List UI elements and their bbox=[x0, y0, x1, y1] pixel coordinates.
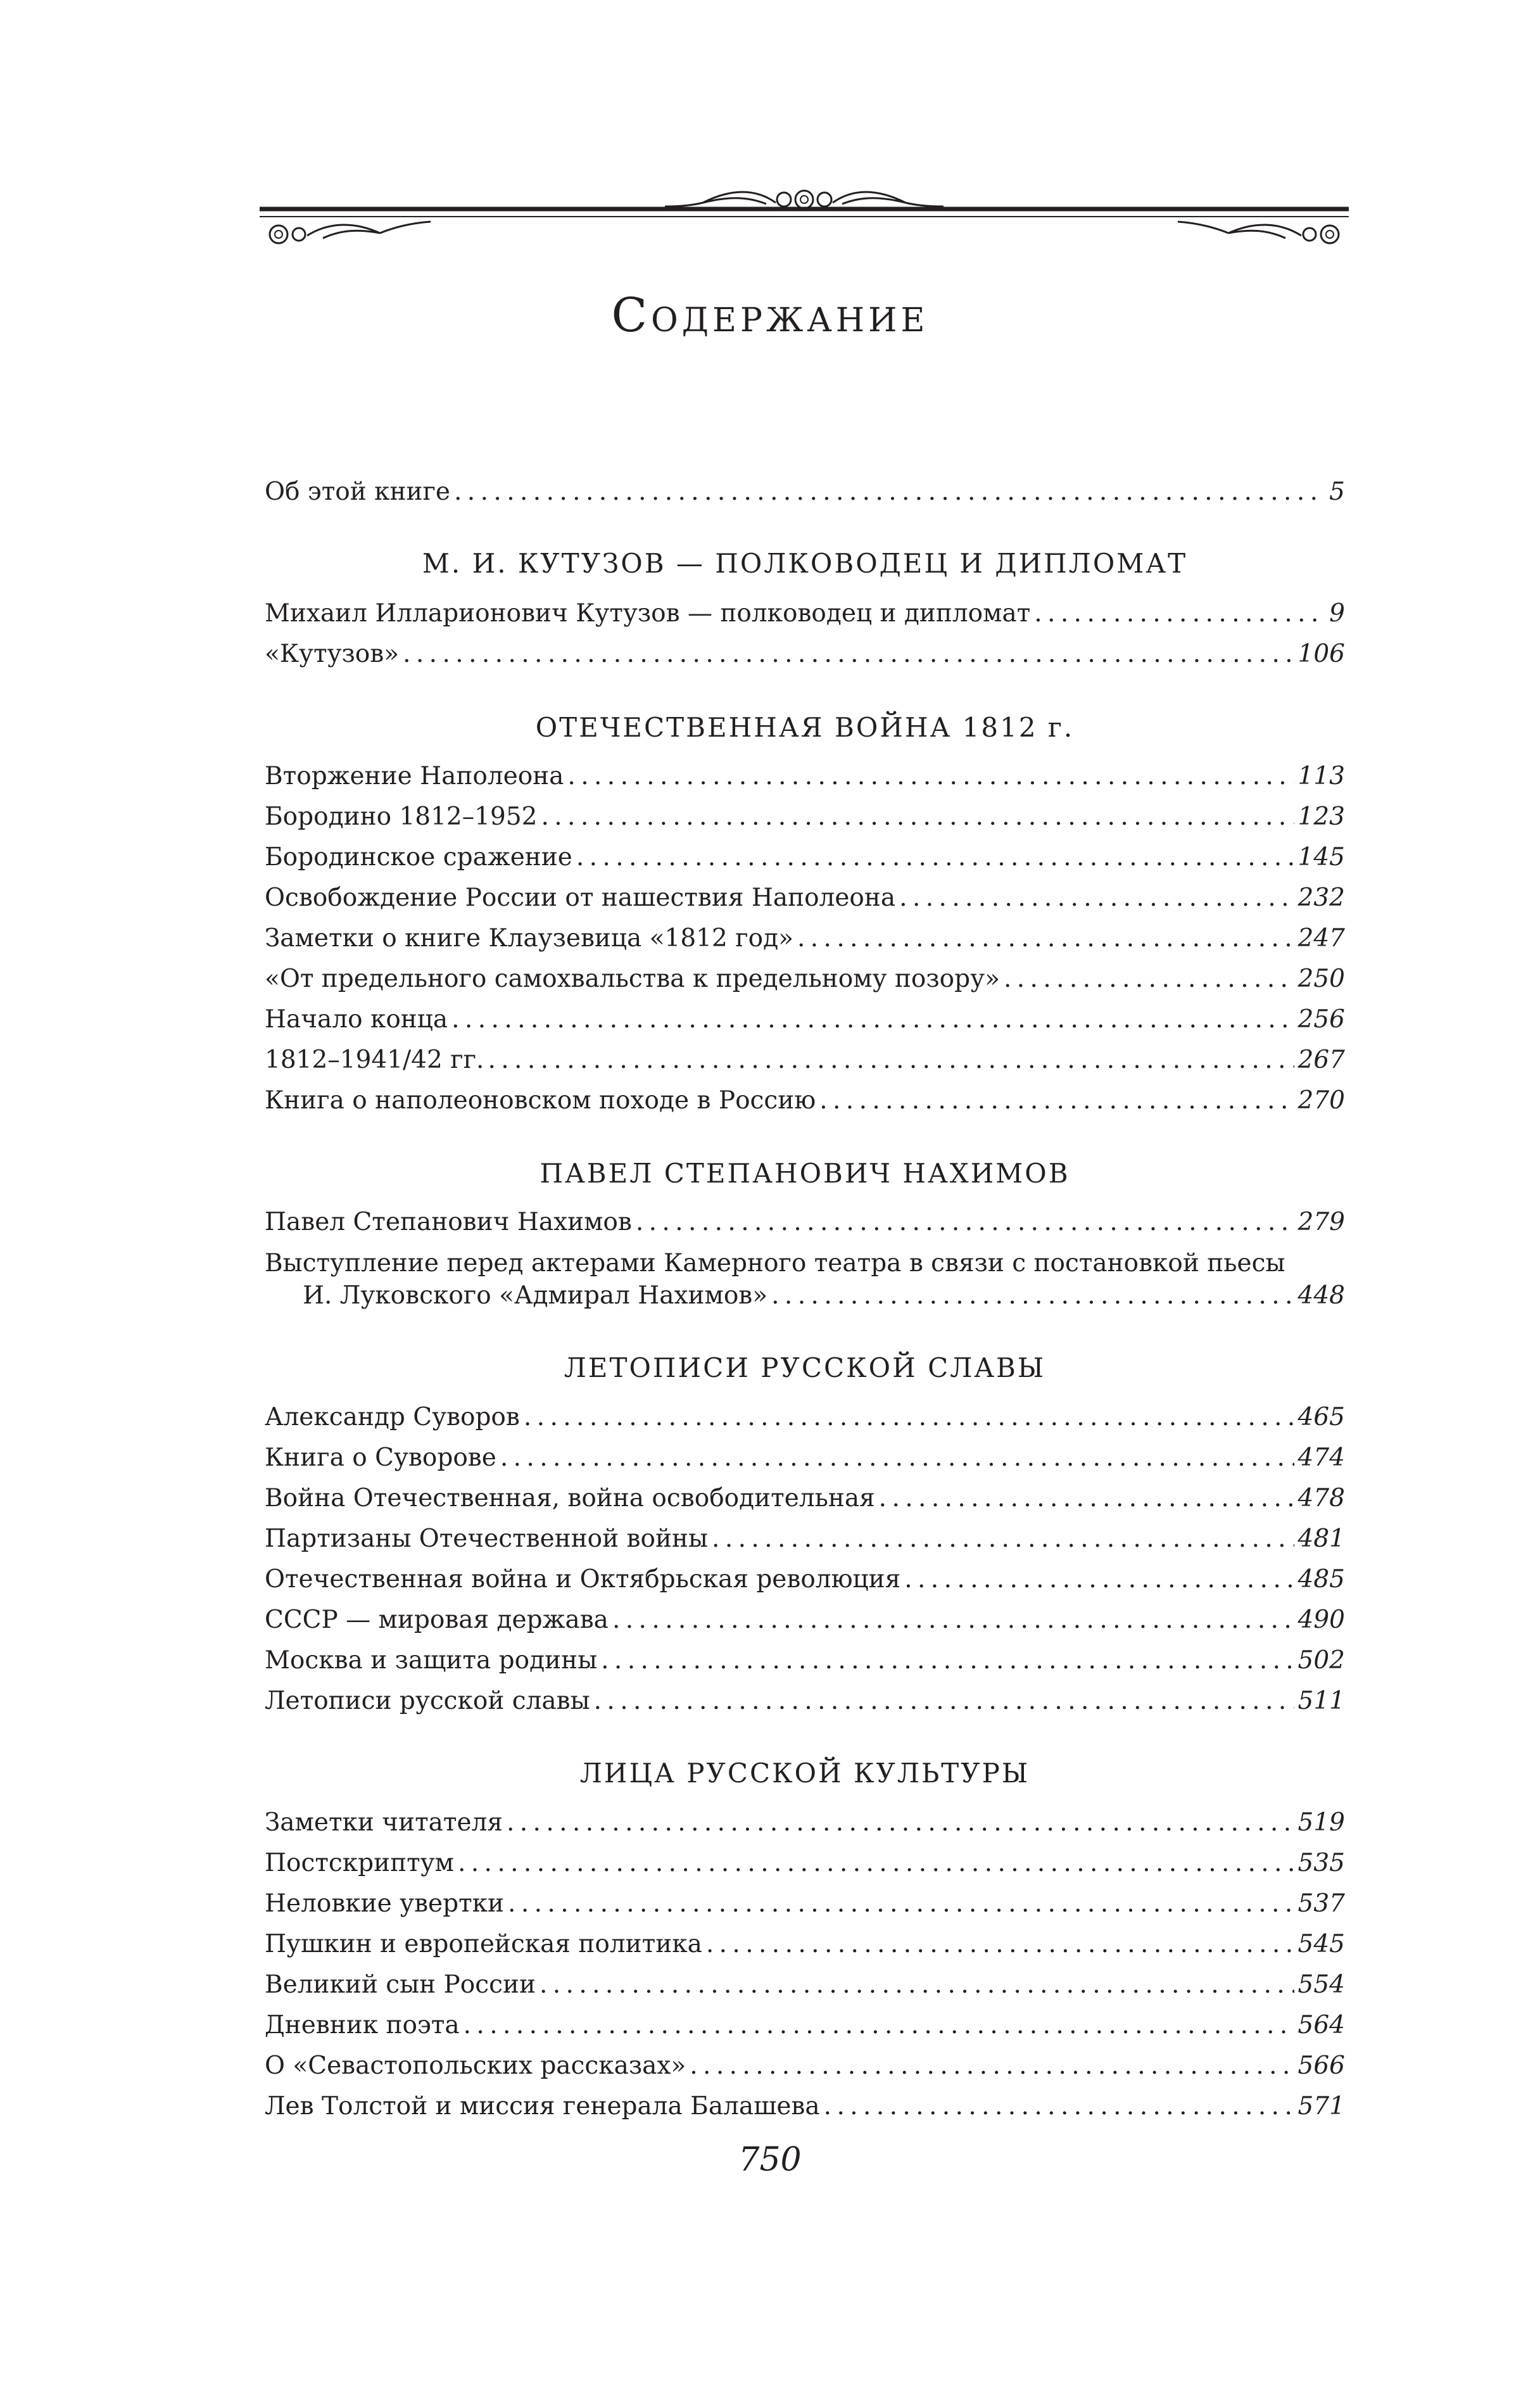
toc-entry-title: Великий сын России bbox=[265, 1970, 536, 1999]
toc-entry bbox=[265, 1207, 1345, 1238]
toc-entry-page: 511 bbox=[1297, 1687, 1345, 1715]
toc-entry-title: СССР — мировая держава bbox=[265, 1606, 609, 1634]
toc-entry-title: Об этой книге bbox=[265, 478, 451, 506]
toc-entry bbox=[265, 1604, 1345, 1636]
toc-entry-title: Дневник поэта bbox=[265, 2011, 460, 2039]
toc-entry-title: Отечественная война и Октябрьская революция bbox=[265, 1565, 901, 1594]
toc-entry-title-line1: Выступление перед актерами Камерного театра в связи с постановкой пьесы bbox=[265, 1249, 1285, 1278]
toc-entry bbox=[265, 1085, 1345, 1117]
toc-entry-title: И. Луковского «Адмирал Нахимов» bbox=[303, 1281, 768, 1310]
toc-entry-page: 519 bbox=[1297, 1808, 1345, 1837]
leader-dots bbox=[1004, 963, 1294, 995]
toc-entry-title: Павел Степанович Нахимов bbox=[265, 1208, 632, 1236]
leader-dots bbox=[507, 1807, 1294, 1839]
toc-entry-page: 113 bbox=[1297, 762, 1345, 790]
toc-entry bbox=[265, 1564, 1345, 1595]
toc-entry-page: 502 bbox=[1297, 1646, 1345, 1675]
toc-entry-page: 247 bbox=[1297, 924, 1345, 953]
page-title: Содержание bbox=[611, 288, 929, 343]
toc-entry-page: 571 bbox=[1297, 2092, 1345, 2121]
leader-dots bbox=[524, 1402, 1294, 1433]
toc-entry bbox=[265, 1004, 1345, 1036]
toc-entry-title: Заметки читателя bbox=[265, 1808, 503, 1837]
leader-dots bbox=[540, 1969, 1294, 2001]
toc-entry-title: Лев Толстой и миссия генерала Балашева bbox=[265, 2092, 820, 2121]
toc-entry bbox=[265, 1807, 1345, 1839]
leader-dots bbox=[451, 1004, 1294, 1036]
toc-entry bbox=[265, 1483, 1345, 1514]
section-heading: ПАВЕЛ СТЕПАНОВИЧ НАХИМОВ bbox=[540, 1158, 1070, 1189]
toc-entry bbox=[265, 598, 1345, 630]
toc-entry bbox=[265, 1645, 1345, 1677]
toc-entry-title: Начало конца bbox=[265, 1005, 448, 1034]
leader-dots bbox=[879, 1483, 1294, 1514]
leader-dots bbox=[488, 1044, 1294, 1076]
toc-entry bbox=[265, 1523, 1345, 1555]
toc-entry bbox=[265, 1888, 1345, 1920]
toc-entry-title: Москва и защита родины bbox=[265, 1646, 598, 1675]
toc-entry-page: 279 bbox=[1297, 1208, 1345, 1236]
section-heading: ЛИЦА РУССКОЙ КУЛЬТУРЫ bbox=[579, 1758, 1030, 1789]
toc-entry-page: 145 bbox=[1297, 843, 1345, 872]
toc-entry-title: Освобождение России от нашествия Наполеона bbox=[265, 884, 896, 912]
leader-dots bbox=[576, 842, 1294, 873]
toc-entry-page: 465 bbox=[1297, 1403, 1345, 1431]
toc-entry bbox=[265, 1685, 1345, 1717]
toc-entry-page: 545 bbox=[1297, 1930, 1345, 1958]
toc-entry-page: 267 bbox=[1297, 1046, 1345, 1074]
toc-entry bbox=[265, 1848, 1345, 1879]
toc-entry-page: 474 bbox=[1297, 1443, 1345, 1472]
leader-dots bbox=[1034, 598, 1325, 630]
leader-dots bbox=[636, 1207, 1294, 1238]
toc-entry bbox=[265, 963, 1345, 995]
toc-entry bbox=[265, 842, 1345, 873]
toc-entry bbox=[265, 882, 1345, 914]
toc-entry-title: Бородино 1812–1952 bbox=[265, 802, 538, 831]
toc-entry-page: 481 bbox=[1297, 1525, 1345, 1553]
leader-dots bbox=[712, 1523, 1294, 1555]
toc-entry-title: Война Отечественная, война освободительная bbox=[265, 1484, 875, 1513]
toc-entry-title: Летописи русской славы bbox=[265, 1687, 590, 1715]
toc-entry-page: 256 bbox=[1297, 1005, 1345, 1034]
toc-entry-page: 478 bbox=[1297, 1484, 1345, 1513]
leader-dots bbox=[594, 1685, 1294, 1717]
toc-entry-title: Книга о Суворове bbox=[265, 1443, 496, 1472]
toc-entry-title: Вторжение Наполеона bbox=[265, 762, 564, 790]
toc-entry bbox=[265, 638, 1345, 670]
toc-entry-title: Неловкие увертки bbox=[265, 1889, 505, 1918]
toc-entry-page: 490 bbox=[1297, 1606, 1345, 1634]
leader-dots bbox=[454, 476, 1325, 508]
toc-entry-page: 564 bbox=[1297, 2011, 1345, 2039]
leader-dots bbox=[458, 1848, 1294, 1879]
toc-entry bbox=[265, 2050, 1345, 2082]
toc-entry-title: Пушкин и европейская политика bbox=[265, 1930, 702, 1958]
leader-dots bbox=[899, 882, 1294, 914]
leader-dots bbox=[541, 801, 1294, 833]
toc-entry bbox=[265, 2010, 1345, 2041]
decorative-header-ornament-icon bbox=[260, 184, 1349, 253]
leader-dots bbox=[797, 923, 1294, 954]
leader-dots bbox=[771, 1280, 1294, 1312]
toc-entry-page: 9 bbox=[1329, 599, 1345, 628]
leader-dots bbox=[601, 1645, 1294, 1677]
toc-entry bbox=[265, 1044, 1345, 1076]
toc-entry-title: О «Севастопольских рассказах» bbox=[265, 2052, 686, 2080]
toc-entry-page: 566 bbox=[1297, 2052, 1345, 2080]
leader-dots bbox=[403, 638, 1294, 670]
toc-entry bbox=[265, 1402, 1345, 1433]
toc-entry-title: 1812–1941/42 гг. bbox=[265, 1046, 484, 1074]
leader-dots bbox=[824, 2091, 1294, 2122]
toc-entry-page: 250 bbox=[1297, 965, 1345, 993]
toc-entry-title: Михаил Илларионович Кутузов — полководец и дипломат bbox=[265, 599, 1031, 628]
toc-entry bbox=[265, 1442, 1345, 1474]
toc-entry-page: 554 bbox=[1297, 1970, 1345, 1999]
leader-dots bbox=[904, 1564, 1294, 1595]
toc-entry-page: 232 bbox=[1297, 884, 1345, 912]
leader-dots bbox=[706, 1929, 1294, 1960]
toc-entry-page: 270 bbox=[1297, 1086, 1345, 1115]
toc-entry-page: 535 bbox=[1297, 1849, 1345, 1877]
toc-entry-title: Партизаны Отечественной войны bbox=[265, 1525, 709, 1553]
toc-entry-title: Постскриптум bbox=[265, 1849, 454, 1877]
toc-entry bbox=[265, 1929, 1345, 1960]
toc-entry bbox=[265, 923, 1345, 954]
toc-entry-title: Книга о наполеоновском походе в Россию bbox=[265, 1086, 816, 1115]
section-heading: ЛЕТОПИСИ РУССКОЙ СЛАВЫ bbox=[564, 1352, 1046, 1383]
leader-dots bbox=[508, 1888, 1294, 1920]
leader-dots bbox=[500, 1442, 1294, 1474]
toc-entry bbox=[265, 761, 1345, 792]
leader-dots bbox=[464, 2010, 1294, 2041]
toc-entry-title: Заметки о книге Клаузевица «1812 год» bbox=[265, 924, 793, 953]
toc-entry bbox=[265, 476, 1345, 508]
leader-dots bbox=[612, 1604, 1294, 1636]
leader-dots bbox=[819, 1085, 1294, 1117]
leader-dots bbox=[567, 761, 1294, 792]
toc-entry-title: Бородинское сражение bbox=[265, 843, 572, 872]
toc-entry-title: «Кутузов» bbox=[265, 640, 400, 668]
toc-entry bbox=[265, 801, 1345, 833]
section-heading: М. И. КУТУЗОВ — ПОЛКОВОДЕЦ И ДИПЛОМАТ bbox=[422, 548, 1188, 579]
toc-entry-title: «От предельного самохвальства к предельному позору» bbox=[265, 965, 1000, 993]
toc-entry-page: 448 bbox=[1297, 1281, 1345, 1310]
toc-entry-page: 123 bbox=[1297, 802, 1345, 831]
leader-dots bbox=[690, 2050, 1294, 2082]
toc-entry-page: 5 bbox=[1329, 478, 1345, 506]
section-heading: ОТЕЧЕСТВЕННАЯ ВОЙНА 1812 г. bbox=[535, 712, 1075, 743]
toc-entry-page: 485 bbox=[1297, 1565, 1345, 1594]
toc-entry-title: Александр Суворов bbox=[265, 1403, 520, 1431]
page-number: 750 bbox=[738, 2141, 802, 2179]
toc-entry-page: 106 bbox=[1297, 640, 1345, 668]
toc-entry-page: 537 bbox=[1297, 1889, 1345, 1918]
toc-entry bbox=[265, 1969, 1345, 2001]
toc-entry bbox=[265, 2091, 1345, 2122]
toc-entry bbox=[265, 1280, 1345, 1312]
